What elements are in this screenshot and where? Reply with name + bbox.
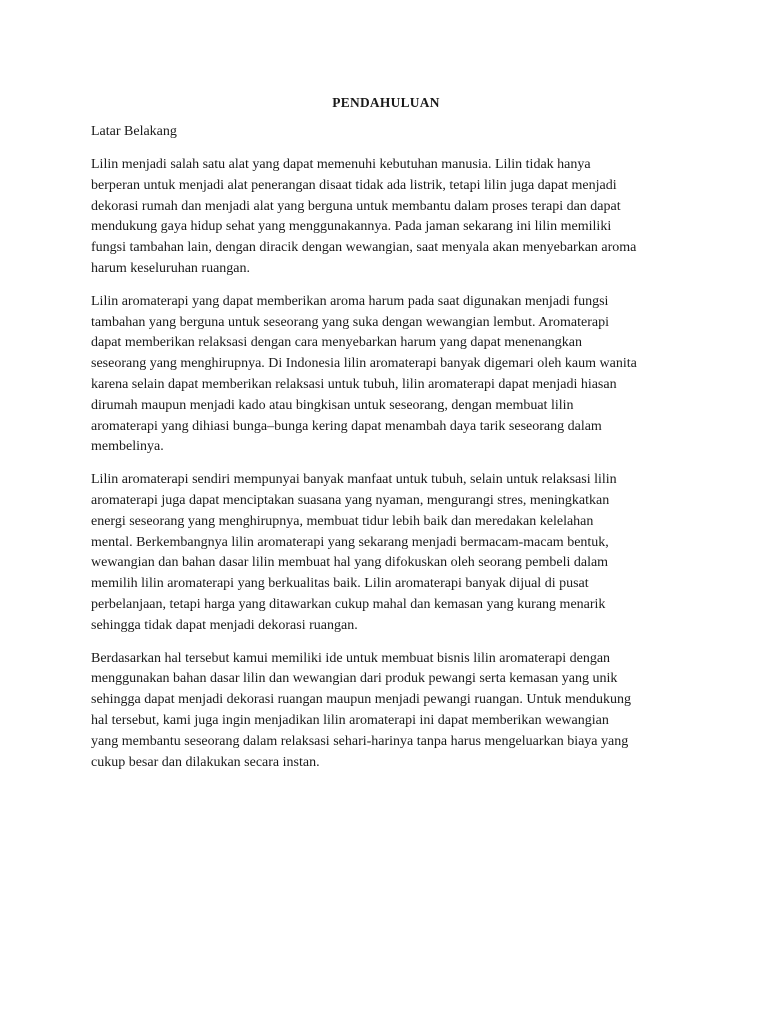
text-line: aromaterapi yang dihiasi bunga–bunga kering dapat menambah daya tarik seseorang dalam [91, 418, 602, 434]
text-line: dekorasi rumah dan menjadi alat yang berguna untuk membantu dalam proses terapi dan dapat [91, 198, 621, 214]
text-line: sehingga dapat menjadi dekorasi ruangan maupun menjadi pewangi ruangan. Untuk mendukung [91, 692, 632, 708]
paragraph-1 [91, 155, 681, 280]
text-line: fungsi tambahan lain, dengan diracik dengan wewangian, saat menyala akan menyebarkan aroma [91, 240, 637, 256]
text-line: tambahan yang berguna untuk seseorang yang suka dengan wewangian lembut. Aromaterapi [91, 314, 609, 330]
text-line: Lilin menjadi salah satu alat yang dapat memenuhi kebutuhan manusia. Lilin tidak hanya [91, 157, 591, 172]
paragraph-3 [91, 470, 681, 636]
text-line: seseorang yang menghirupnya. Di Indonesia lilin aromaterapi banyak digemari oleh kaum wanita [91, 356, 637, 372]
text-line: wewangian dan bahan dasar lilin membuat hal yang difokuskan oleh seorang pembeli dalam [91, 555, 609, 571]
document-title: PENDAHULUAN [332, 95, 440, 110]
text-line: sehingga tidak dapat menjadi dekorasi ruangan. [91, 617, 358, 633]
text-line: Lilin aromaterapi sendiri mempunyai banyak manfaat untuk tubuh, selain untuk relaksasi lilin [91, 472, 617, 488]
text-line: dapat memberikan relaksasi dengan cara menyebarkan harum yang dapat menenangkan [91, 335, 582, 351]
text-line: mendukung gaya hidup sehat yang menggunakannya. Pada jaman sekarang ini lilin memiliki [91, 219, 612, 235]
text-line: harum keseluruhan ruangan. [91, 260, 250, 276]
paragraph-2 [91, 292, 681, 458]
text-line: menggunakan bahan dasar lilin dan wewangian dari produk pewangi serta kemasan yang unik [91, 671, 618, 687]
text-line: energi seseorang yang menghirupnya, membuat tidur lebih baik dan meredakan kelelahan [91, 513, 594, 529]
paragraph-4 [91, 649, 681, 774]
text-line: perbelanjaan, tetapi harga yang ditawarkan cukup mahal dan kemasan yang kurang menarik [91, 596, 606, 612]
text-line: Lilin aromaterapi yang dapat memberikan aroma harum pada saat digunakan menjadi fungsi [91, 293, 609, 309]
text-line: yang membantu seseorang dalam relaksasi sehari-harinya tanpa harus mengeluarkan biaya yang [91, 733, 629, 749]
text-line: hal tersebut, kami juga ingin menjadikan lilin aromaterapi ini dapat memberikan wewangian [91, 712, 609, 728]
text-line: mental. Berkembangnya lilin aromaterapi yang sekarang menjadi bermacam-macam bentuk, [91, 534, 609, 550]
text-line: dirumah maupun menjadi kado atau bingkisan untuk seseorang, dengan membuat lilin [91, 397, 574, 413]
text-line: cukup besar dan dilakukan secara instan. [91, 754, 320, 770]
text-line: aromaterapi juga dapat menciptakan suasana yang nyaman, mengurangi stres, meningkatkan [91, 492, 610, 508]
section-heading: Latar Belakang [91, 124, 177, 139]
text-line: karena selain dapat memberikan relaksasi untuk tubuh, lilin aromaterapi dapat menjadi hiasan [91, 376, 617, 392]
text-line: berperan untuk menjadi alat penerangan disaat tidak ada listrik, tetapi lilin juga dapat menjadi [91, 177, 617, 193]
text-line: memilih lilin aromaterapi yang berkualitas baik. Lilin aromaterapi banyak dijual di pusat [91, 576, 589, 592]
text-line: Berdasarkan hal tersebut kamui memiliki ide untuk membuat bisnis lilin aromaterapi dengan [91, 650, 611, 666]
text-line: membelinya. [91, 439, 164, 455]
document-body [91, 94, 681, 785]
